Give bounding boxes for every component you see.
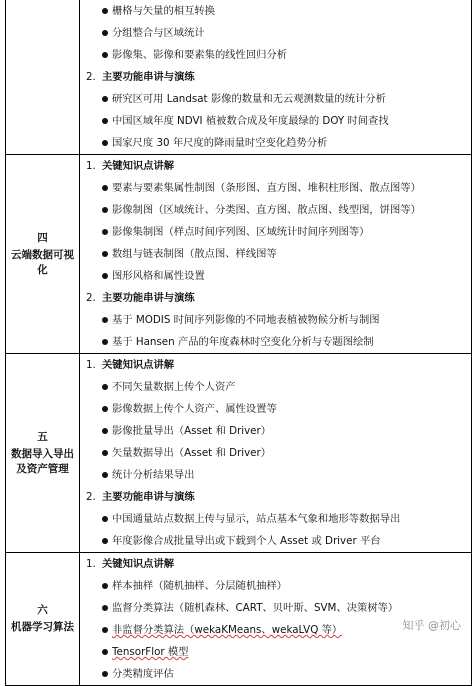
block-heading: 2. 主要功能串讲与演练 — [80, 66, 471, 88]
list-item: 数组与链表制图（散点图、样线图等 — [80, 243, 471, 265]
list-item: 基于 MODIS 时间序列影像的不同地表植被物候分析与制图 — [80, 309, 471, 331]
section-row-3 — [6, 0, 472, 155]
section-row-5 — [6, 354, 472, 553]
list-item: 监督分类算法（随机森林、CART、贝叶斯、SVM、决策树等） — [80, 597, 471, 619]
list-item: 影像制图（区域统计、分类图、直方图、散点图、线型图，饼图等） — [80, 199, 471, 221]
list-item: 中国通量站点数据上传与显示，站点基本气象和地形等数据导出 — [80, 508, 471, 530]
list-item: TensorFlor 模型 — [80, 641, 471, 663]
course-outline-table — [5, 0, 472, 686]
list-item: 影像批量导出（Asset 和 Driver） — [80, 420, 471, 442]
bullet-icon — [102, 8, 108, 14]
bullet-icon — [102, 384, 108, 390]
list-item: 栅格与矢量的相互转换 — [80, 0, 471, 22]
block-heading: 1. 关键知识点讲解 — [80, 155, 471, 177]
list-item: 图形风格和属性设置 — [80, 265, 471, 287]
list-item: 统计分析结果导出 — [80, 464, 471, 486]
bullet-icon — [102, 583, 108, 589]
list-item: 矢量数据导出（Asset 和 Driver） — [80, 442, 471, 464]
list-item: 分组整合与区域统计 — [80, 22, 471, 44]
section-title: 数据导入导出及资产管理 — [11, 448, 74, 475]
list-item: 要素与要素集属性制图（条形图、直方图、堆积柱形图、散点图等） — [80, 177, 471, 199]
bullet-icon — [102, 52, 108, 58]
bullet-icon — [102, 516, 108, 522]
bullet-icon — [102, 118, 108, 124]
section-title: 云端数据可视化 — [11, 249, 74, 276]
bullet-icon — [102, 450, 108, 456]
list-item: 国家尺度 30 年尺度的降雨量时空变化趋势分析 — [80, 132, 471, 154]
bullet-icon — [102, 339, 108, 345]
section-label-cell — [6, 553, 80, 686]
section-number: 五 — [6, 430, 79, 445]
list-item: 研究区可用 Landsat 影像的数量和无云观测数量的统计分析 — [80, 88, 471, 110]
bullet-icon — [102, 538, 108, 544]
block-heading: 2. 主要功能串讲与演练 — [80, 486, 471, 508]
bullet-icon — [102, 671, 108, 677]
block-heading: 2. 主要功能串讲与演练 — [80, 287, 471, 309]
bullet-icon — [102, 140, 108, 146]
bullet-icon — [102, 428, 108, 434]
bullet-icon — [102, 472, 108, 478]
section-title: 机器学习算法 — [11, 621, 74, 633]
section-content-cell — [80, 354, 472, 553]
section-number: 六 — [6, 603, 79, 618]
list-item: 不同矢量数据上传个人资产 — [80, 376, 471, 398]
bullet-icon — [102, 96, 108, 102]
section-content-cell — [80, 155, 472, 354]
list-item: 非监督分类算法（wekaKMeans、wekaLVQ 等） — [80, 619, 471, 641]
list-item: 影像数据上传个人资产、属性设置等 — [80, 398, 471, 420]
bullet-icon — [102, 317, 108, 323]
list-item: 分类精度评估 — [80, 663, 471, 685]
list-item: 年度影像合成批量导出或下载到个人 Asset 或 Driver 平台 — [80, 530, 471, 552]
bullet-icon — [102, 406, 108, 412]
bullet-icon — [102, 30, 108, 36]
bullet-icon — [102, 207, 108, 213]
section-label-cell — [6, 354, 80, 553]
list-item: 影像集、影像和要素集的线性回归分析 — [80, 44, 471, 66]
list-item: 样本抽样（随机抽样、分层随机抽样） — [80, 575, 471, 597]
section-label-cell — [6, 155, 80, 354]
section-number: 四 — [6, 231, 79, 246]
bullet-icon — [102, 627, 108, 633]
watermark: 知乎 @初心 — [400, 616, 465, 634]
bullet-icon — [102, 251, 108, 257]
block-heading: 1. 关键知识点讲解 — [80, 354, 471, 376]
bullet-icon — [102, 649, 108, 655]
bullet-icon — [102, 605, 108, 611]
section-label-cell — [6, 0, 80, 155]
section-content-cell — [80, 0, 472, 155]
list-item: 影像集制图（样点时间序列图、区域统计时间序列图等） — [80, 221, 471, 243]
bullet-icon — [102, 229, 108, 235]
section-row-4 — [6, 155, 472, 354]
bullet-icon — [102, 185, 108, 191]
block-heading: 1. 关键知识点讲解 — [80, 553, 471, 575]
bullet-icon — [102, 273, 108, 279]
list-item: 基于 Hansen 产品的年度森林时空变化分析与专题图绘制 — [80, 331, 471, 353]
list-item: 中国区域年度 NDVI 植被数合成及年度最绿的 DOY 时间查找 — [80, 110, 471, 132]
